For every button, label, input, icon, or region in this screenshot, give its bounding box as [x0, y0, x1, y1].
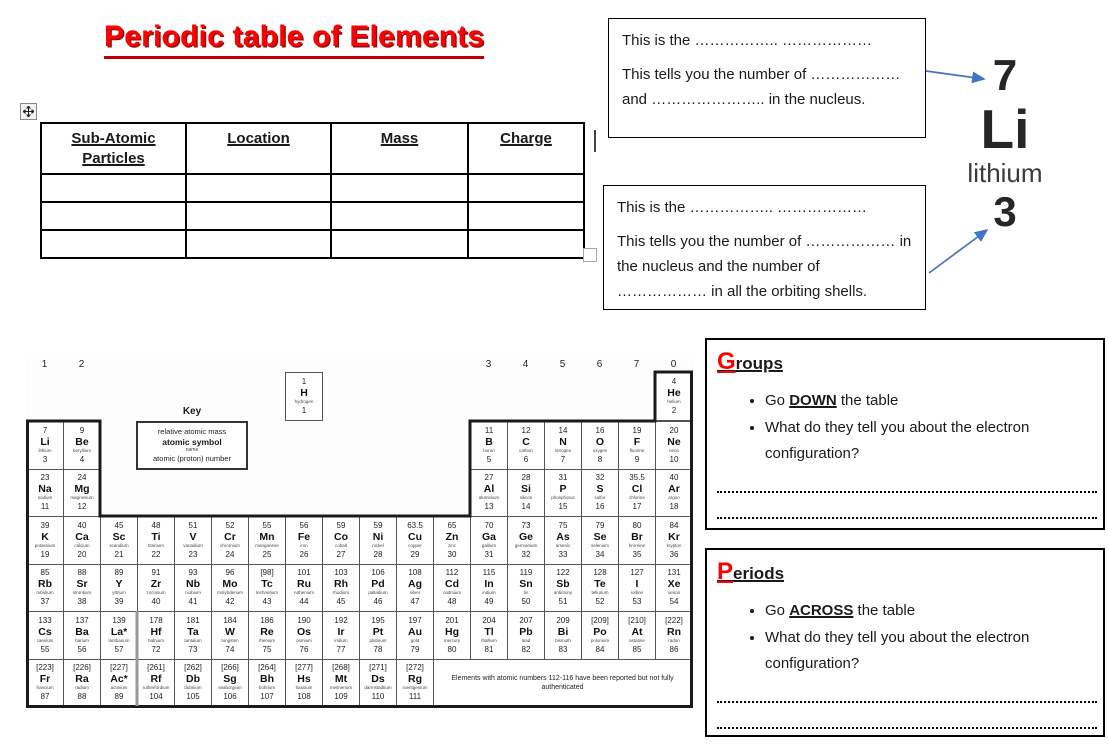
- element-cell-nb: 93 Nb niobium 41: [174, 564, 212, 613]
- info-box-atomic-number: [603, 185, 926, 310]
- groups-title-rest: roups: [735, 354, 783, 373]
- group-number-label: 3: [485, 359, 492, 370]
- element-cell-ca: 40 Ca calcium 20: [63, 516, 101, 565]
- element-cell-p: 31 P phosphorus 15: [544, 469, 582, 518]
- element-cell-ar: 40 Ar argon 18: [655, 469, 693, 518]
- element-cell-sb: 122 Sb antimony 51: [544, 564, 582, 613]
- element-cell-tl: 204 Tl thallium 81: [470, 611, 508, 660]
- element-cell-o: 16 O oxygen 8: [581, 421, 619, 470]
- key-label: Key: [182, 406, 202, 417]
- element-cell-rg: [272] Rg roentgenium 111: [396, 659, 434, 708]
- sub-atomic-particles-table: [40, 122, 585, 259]
- group-number-label: 1: [41, 359, 48, 370]
- empty-cell[interactable]: [468, 174, 584, 202]
- groups-bullet-1: • Go DOWN the table: [765, 388, 1077, 414]
- key-relative-atomic-mass: relative atomic mass: [157, 426, 227, 436]
- element-cell-pt: 195 Pt platinum 78: [359, 611, 397, 660]
- empty-cell[interactable]: [331, 230, 468, 258]
- periods-box: [705, 548, 1105, 737]
- element-cell-cl: 35.5 Cl chlorine 17: [618, 469, 656, 518]
- empty-cell[interactable]: [41, 202, 186, 230]
- element-cell-si: 28 Si silicon 14: [507, 469, 545, 518]
- periods-title: [717, 558, 1101, 586]
- periods-bullets: [717, 598, 1101, 677]
- element-cell-be: 9 Be beryllium 4: [63, 421, 101, 470]
- col-header-charge: Charge: [468, 123, 584, 174]
- element-cell-ga: 70 Ga gallium 31: [470, 516, 508, 565]
- element-cell-c: 12 C carbon 6: [507, 421, 545, 470]
- lithium-element-display: [945, 52, 1065, 236]
- periodic-table-note: Elements with atomic numbers 112-116 have been reported but not fully authenticated: [433, 659, 692, 708]
- element-cell-hs: [277] Hs hassium 108: [285, 659, 323, 708]
- table-move-handle-icon[interactable]: [20, 103, 37, 120]
- element-cell-w: 184 W tungsten 74: [211, 611, 249, 660]
- table-row: [41, 202, 584, 230]
- key-atomic-proton-number: atomic (proton) number: [153, 453, 231, 463]
- element-cell-y: 89 Y yttrium 39: [100, 564, 138, 613]
- element-cell-ti: 48 Ti titanium 22: [137, 516, 175, 565]
- arrow-to-atomic-number: [929, 230, 987, 273]
- element-cell-db: [262] Db dubnium 105: [174, 659, 212, 708]
- col-header-mass: Mass: [331, 123, 468, 174]
- element-cell-bh: [264] Bh bohrium 107: [248, 659, 286, 708]
- element-cell-s: 32 S sulfur 16: [581, 469, 619, 518]
- across-emphasis: ACROSS: [789, 602, 854, 619]
- element-cell-bi: 209 Bi bismuth 83: [544, 611, 582, 660]
- element-cell-h: 1 H hydrogen 1: [285, 372, 323, 421]
- element-cell-zr: 91 Zr zirconium 40: [137, 564, 175, 613]
- element-cell-cs: 133 Cs caesium 55: [26, 611, 64, 660]
- element-cell-fr: [223] Fr francium 87: [26, 659, 64, 708]
- col-header-sub-atomic-particles: Sub-Atomic Particles: [41, 123, 186, 174]
- element-cell-li: 7 Li lithium 3: [26, 421, 64, 470]
- group-number-label: 2: [78, 359, 85, 370]
- table-row: [41, 174, 584, 202]
- element-cell-na: 23 Na sodium 11: [26, 469, 64, 518]
- group-number-label: 5: [559, 359, 566, 370]
- info-box-line: This is the …………….. ………………: [622, 32, 873, 49]
- groups-bullet-2: • What do they tell you about the electron configuration?: [765, 415, 1077, 467]
- element-cell-ru: 101 Ru ruthenium 44: [285, 564, 323, 613]
- element-cell-zn: 65 Zn zinc 30: [433, 516, 471, 565]
- empty-cell[interactable]: [41, 174, 186, 202]
- answer-line[interactable]: [717, 727, 1097, 729]
- element-cell-ni: 59 Ni nickel 28: [359, 516, 397, 565]
- element-cell-hf: 178 Hf hafnium 72: [137, 611, 175, 660]
- element-cell-se: 79 Se selenium 34: [581, 516, 619, 565]
- key-atomic-symbol: atomic symbol: [162, 436, 222, 447]
- element-cell-pd: 106 Pd palladium 46: [359, 564, 397, 613]
- element-cell-n: 14 N nitrogen 7: [544, 421, 582, 470]
- element-cell-v: 51 V vanadium 23: [174, 516, 212, 565]
- element-cell-as: 75 As arsenic 33: [544, 516, 582, 565]
- periods-bullet-1: • Go ACROSS the table: [765, 598, 1077, 624]
- col-header-location: Location: [186, 123, 331, 174]
- empty-cell[interactable]: [186, 230, 331, 258]
- table-resize-handle[interactable]: [583, 248, 597, 262]
- info-box-mass-number: [608, 18, 926, 138]
- element-cell-la: 139 La* lanthanum 57: [100, 611, 138, 660]
- element-mass-number: 7: [992, 51, 1018, 100]
- element-cell-cr: 52 Cr chromium 24: [211, 516, 249, 565]
- element-cell-pb: 207 Pb lead 82: [507, 611, 545, 660]
- element-cell-sn: 119 Sn tin 50: [507, 564, 545, 613]
- group-number-label: 0: [670, 359, 677, 370]
- element-cell-sg: [266] Sg seaborgium 106: [211, 659, 249, 708]
- element-cell-rb: 85 Rb rubidium 37: [26, 564, 64, 613]
- empty-cell[interactable]: [468, 202, 584, 230]
- group-number-label: 4: [522, 359, 529, 370]
- element-cell-hg: 201 Hg mercury 80: [433, 611, 471, 660]
- key-box: [136, 421, 248, 470]
- groups-bullets: [717, 388, 1101, 467]
- element-cell-at: [210] At astatine 85: [618, 611, 656, 660]
- element-cell-ag: 108 Ag silver 47: [396, 564, 434, 613]
- element-cell-kr: 84 Kr krypton 36: [655, 516, 693, 565]
- group-number-label: 7: [633, 359, 640, 370]
- element-cell-f: 19 F fluorine 9: [618, 421, 656, 470]
- element-symbol: Li: [980, 98, 1030, 160]
- element-cell-rf: [261] Rf rutherfordium 104: [137, 659, 175, 708]
- element-cell-b: 11 B boron 5: [470, 421, 508, 470]
- info-box-line: This is the …………….. ………………: [617, 199, 868, 216]
- element-cell-he: 4 He helium 2: [655, 372, 693, 421]
- periods-title-initial: P: [717, 558, 734, 585]
- group-number-label: 6: [596, 359, 603, 370]
- element-cell-mo: 96 Mo molybdenum 42: [211, 564, 249, 613]
- answer-line[interactable]: [717, 517, 1097, 519]
- empty-cell[interactable]: [331, 202, 468, 230]
- down-emphasis: DOWN: [789, 392, 837, 409]
- empty-cell[interactable]: [41, 230, 186, 258]
- element-atomic-number: 3: [993, 188, 1017, 235]
- move-arrows-icon: [23, 106, 34, 117]
- answer-line[interactable]: [717, 701, 1097, 703]
- element-cell-in: 115 In indium 49: [470, 564, 508, 613]
- element-cell-co: 59 Co cobalt 27: [322, 516, 360, 565]
- element-cell-ge: 73 Ge germanium 32: [507, 516, 545, 565]
- element-cell-k: 39 K potassium 19: [26, 516, 64, 565]
- element-cell-mg: 24 Mg magnesium 12: [63, 469, 101, 518]
- element-name: lithium: [967, 158, 1043, 188]
- element-cell-ra: [226] Ra radium 88: [63, 659, 101, 708]
- groups-box: [705, 338, 1105, 530]
- info-box-line: This tells you the number of ……………… in the nucleus and the number of ……………… in all the orbiting shells.: [617, 233, 912, 300]
- element-cell-po: [209] Po polonium 84: [581, 611, 619, 660]
- element-cell-mn: 55 Mn manganese 25: [248, 516, 286, 565]
- element-cell-fe: 56 Fe iron 26: [285, 516, 323, 565]
- groups-title-initial: G: [717, 348, 736, 375]
- element-cell-i: 127 I iodine 53: [618, 564, 656, 613]
- element-cell-sr: 88 Sr strontium 38: [63, 564, 101, 613]
- periods-title-rest: eriods: [733, 564, 785, 583]
- element-cell-os: 190 Os osmium 76: [285, 611, 323, 660]
- empty-cell[interactable]: [186, 202, 331, 230]
- key-name: name: [185, 446, 199, 453]
- page-title: Periodic table of Elements: [104, 20, 484, 59]
- element-cell-tc: [98] Tc technetium 43: [248, 564, 286, 613]
- periods-bullet-2: • What do they tell you about the electron configuration?: [765, 625, 1077, 677]
- element-cell-ne: 20 Ne neon 10: [655, 421, 693, 470]
- element-cell-ir: 192 Ir iridium 77: [322, 611, 360, 660]
- empty-cell[interactable]: [186, 174, 331, 202]
- element-cell-br: 80 Br bromine 35: [618, 516, 656, 565]
- groups-title: [717, 348, 1101, 376]
- empty-cell[interactable]: [331, 174, 468, 202]
- text-cursor: [594, 130, 596, 152]
- table-row: [41, 230, 584, 258]
- info-box-line: This tells you the number of ……………… and ………………….. in the nucleus.: [622, 66, 901, 108]
- element-cell-al: 27 Al aluminium 13: [470, 469, 508, 518]
- element-cell-sc: 45 Sc scandium 21: [100, 516, 138, 565]
- element-cell-ba: 137 Ba barium 56: [63, 611, 101, 660]
- element-cell-re: 186 Re rhenium 75: [248, 611, 286, 660]
- element-cell-te: 128 Te tellurium 52: [581, 564, 619, 613]
- element-cell-au: 197 Au gold 79: [396, 611, 434, 660]
- element-cell-cd: 112 Cd cadmium 48: [433, 564, 471, 613]
- answer-line[interactable]: [717, 491, 1097, 493]
- element-cell-xe: 131 Xe xenon 54: [655, 564, 693, 613]
- element-cell-rn: [222] Rn radon 86: [655, 611, 693, 660]
- element-cell-ds: [271] Ds darmstadtium 110: [359, 659, 397, 708]
- empty-cell[interactable]: [468, 230, 584, 258]
- periodic-table: [26, 359, 694, 708]
- element-cell-ac: [227] Ac* actinium 89: [100, 659, 138, 708]
- element-cell-ta: 181 Ta tantalum 73: [174, 611, 212, 660]
- element-cell-mt: [268] Mt meitnerium 109: [322, 659, 360, 708]
- element-cell-cu: 63.5 Cu copper 29: [396, 516, 434, 565]
- element-cell-rh: 103 Rh rhodium 45: [322, 564, 360, 613]
